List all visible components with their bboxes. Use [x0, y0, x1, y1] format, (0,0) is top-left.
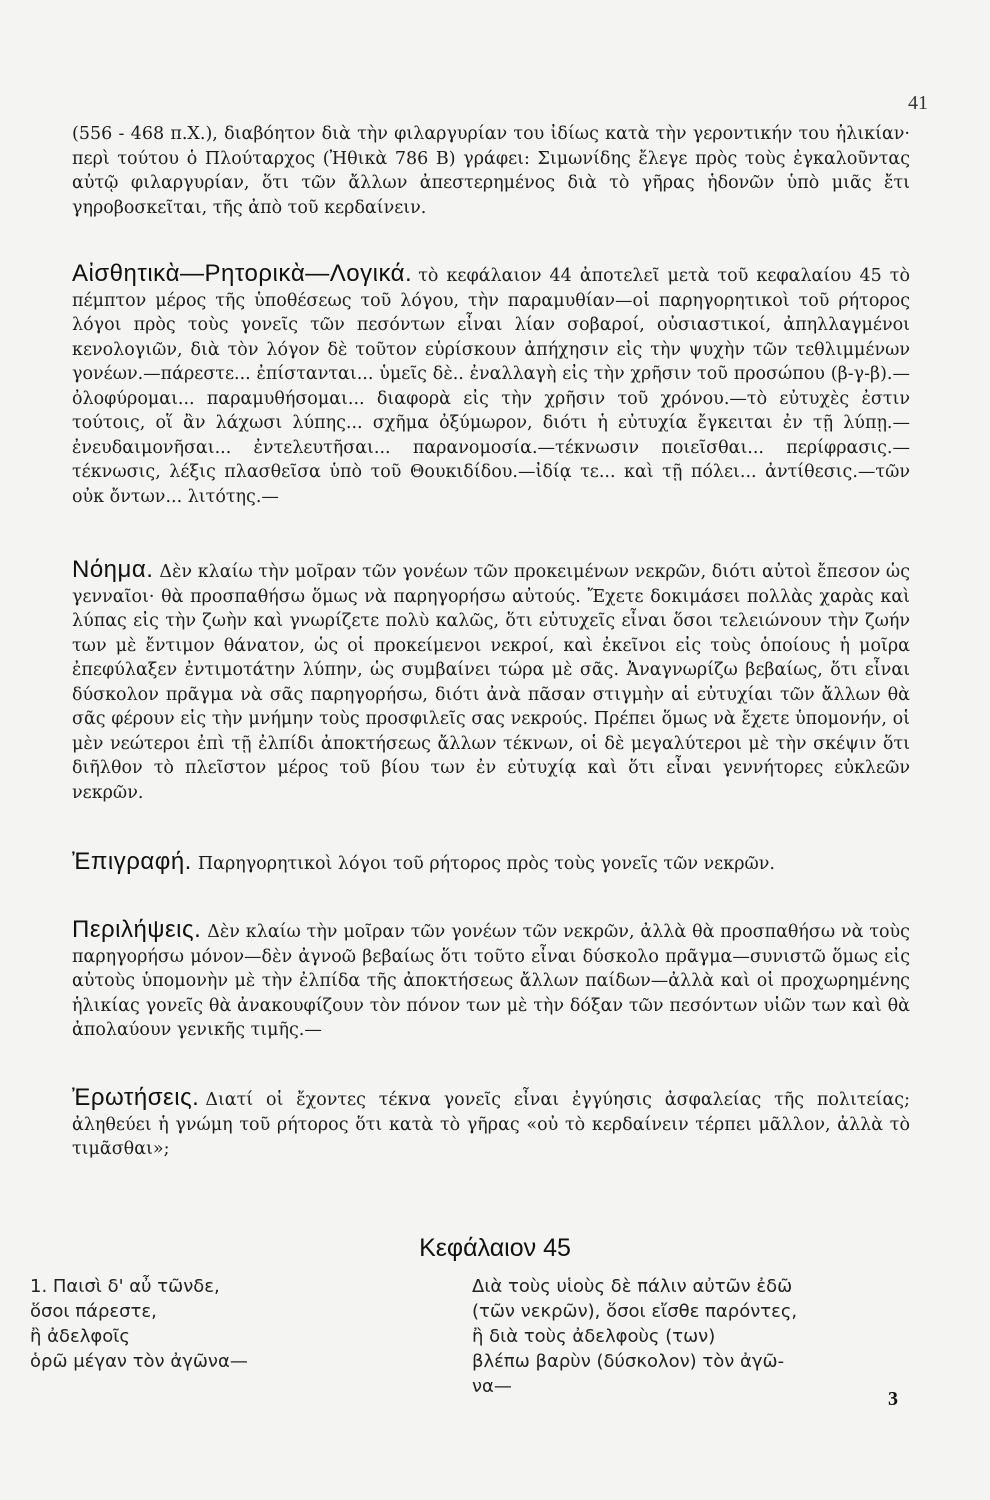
intro-text: (556 - 468 π.Χ.), διαβόητον διὰ τὴν φιλαργυρίαν του ἰδίως κατὰ τὴν γεροντικήν του ἡλικίαν· περὶ τούτου ὁ Πλούταρχος (Ἠθικὰ 786 Β) γράφει: Σιμωνίδης ἔλεγε πρὸς τοὺς ἐγκαλοῦντας αὐτῷ φιλαργυρίαν, ὅτι τῶν ἄλλων ἀπεστερημένος διὰ τὸ γῆρας ἡδονῶν ὑπὸ μιᾶς ἔτι γηροβοσκεῖται, τῆς ἀπὸ τοῦ κερδαίνειν. — [72, 124, 910, 218]
section-text: τὸ κεφάλαιον 44 ἀποτελεῖ μετὰ τοῦ κεφαλαίου 45 τὸ πέμπτον μέρος τῆς ὑποθέσεως τοῦ λόγου, τὴν παραμυθίαν—οἱ παρηγορητικοὶ τοῦ ρήτορος λόγοι πρὸς τοὺς γονεῖς τῶν πεσόντων εἶναι λίαν σοβαροί, οὐσιαστικοί, ἀπηλλαγμένοι κενολογιῶν, διὰ τὸν λόγον δὲ τοῦτον εὑρίσκουν ἀπήχησιν εἰς τὴν ψυχὴν τῶν τεθλιμμένων γονέων.—πάρεστε... ἐπίστανται... ὑμεῖς δὲ.. ἐναλλαγὴ εἰς τὴν χρῆσιν τοῦ προσώπου (β-γ-β).—ὀλοφύρομαι... παραμυθήσομαι... διαφορὰ εἰς τὴν χρῆσιν τοῦ χρόνου.—τὸ εὐτυχὲς ἐστιν τούτοις, οἵ ἂν λάχωσι λύπης... σχῆμα ὀξύμωρον, διότι ἡ εὐτυχία ἔγκειται ἐν τῇ λύπῃ.—ἐνευδαιμονῆσαι... ἐντελευτῆσαι... παρανομοσία.—τέκνωσιν ποιεῖσθαι... περίφρασις.—τέκνωσις, λέξις πλασθεῖσα ὑπὸ τοῦ Θουκιδίδου.—ἰδίᾳ τε... καὶ τῇ πόλει... ἀντίθεσις.—τῶν οὐκ ὄντων... λιτότης.— — [72, 266, 910, 507]
section-noima — [72, 558, 910, 805]
section-text: Παρηγορητικοὶ λόγοι τοῦ ρήτορος πρὸς τοὺς γονεῖς τῶν νεκρῶν. — [197, 854, 775, 874]
section-erotiseis — [72, 1086, 910, 1162]
section-heading: Νόημα. — [72, 556, 154, 583]
section-heading: Ἐρωτήσεις. — [72, 1084, 200, 1111]
section-text: Δὲν κλαίω τὴν μοῖραν τῶν γονέων τῶν προκειμένων νεκρῶν, διότι αὐτοὶ ἔπεσον ὡς γενναῖοι· θὰ προσπαθήσω ὅμως νὰ παρηγορήσω αὐτούς. Ἔχετε δοκιμάσει πολλὰς χαρὰς καὶ λύπας εἰς τὴν ζωὴν καὶ γνωρίζετε πολὺ καλῶς, ὅτι εὐτυχεῖς εἶναι ὅσοι τελειώνουν τὴν ζωήν των μὲ ἔντιμον θάνατον, ὡς οἱ προκείμενοι νεκροί, καὶ ἐκεῖνοι εἰς τοὺς ὁποίους ἡ μοῖρα ἐπεφύλαξεν ἐντιμοτάτην λύπην, ὡς συμβαίνει τώρα μὲ σᾶς. Ἀναγνωρίζω βεβαίως, ὅτι εἶναι δύσκολον πρᾶγμα νὰ σᾶς παρηγορήσω, διότι ἀνὰ πᾶσαν στιγμὴν αἱ εὐτυχίαι τῶν ἄλλων θὰ σᾶς φέρουν εἰς τὴν μνήμην τοὺς προσφιλεῖς σας νεκρούς. Πρέπει ὅμως νὰ ἔχετε ὑπομονήν, οἱ μὲν νεώτεροι ἐπὶ τῇ ἐλπίδι ἀποκτήσεως ἄλλων τέκνων, οἱ δὲ μεγαλύτεροι μὲ τὴν σκέψιν ὅτι διῆλθον τὸ πλεῖστον μέρος τοῦ βίου των ἐν εὐτυχίᾳ καὶ ὅτι εἶναι γεννήτορες εὐκλεῶν νεκρῶν. — [72, 562, 910, 803]
original-line: ὁρῶ μέγαν τὸν ἀγῶνα— — [30, 1351, 248, 1372]
section-epigrafi — [72, 850, 910, 877]
intro-paragraph — [72, 122, 910, 220]
translation-line: να— — [472, 1376, 512, 1397]
original-line: 1. Παισὶ δ' αὖ τῶνδε, — [30, 1276, 220, 1297]
signature-mark: 3 — [888, 1388, 898, 1410]
translation-line: βλέπω βαρὺν (δύσκολον) τὸν ἀγῶ- — [472, 1351, 785, 1372]
chapter-title: Κεφάλαιον 45 — [419, 1234, 571, 1262]
translation-column — [472, 1274, 912, 1399]
section-text: Δὲν κλαίω τὴν μοῖραν τῶν γονέων τῶν νεκρῶν, ἀλλὰ θὰ προσπαθήσω νὰ τοὺς παρηγορήσω μόνον—δὲν ἀγνοῶ βεβαίως ὅτι τοῦτο εἶναι δύσκολο πρᾶγμα—συνιστῶ ὅμως εἰς αὐτοὺς ὑπομονὴν μὲ τὴν ἐλπίδα τῆς ἀποκτήσεως ἄλλων παίδων—ἀλλὰ καὶ οἱ προχωρημένης ἡλικίας γονεῖς θὰ ἀνακουφίζουν τὸν πόνον των μὲ τὴν δόξαν τῶν πεσόντων υἱῶν των καὶ θὰ ἀπολαύουν γενικῆς τιμῆς.— — [72, 922, 910, 1040]
translation-line: ἢ διὰ τοὺς ἀδελφοὺς (των) — [472, 1326, 716, 1347]
translation-line: Διὰ τοὺς υἱοὺς δὲ πάλιν αὐτῶν ἐδῶ — [472, 1276, 793, 1297]
original-line: ἢ ἀδελφοῖς — [30, 1326, 130, 1347]
section-text: Διατί οἱ ἔχοντες τέκνα γονεῖς εἶναι ἐγγύησις ἀσφαλείας τῆς πολιτείας; ἀληθεύει ἡ γνώμη τοῦ ρήτορος ὅτι κατὰ τὸ γῆρας «οὐ τὸ κερδαίνειν τέρπει μᾶλλον, ἀλλὰ τὸ τιμᾶσθαι»; — [72, 1090, 910, 1159]
page-number: 41 — [908, 92, 928, 114]
section-heading: Αἰσθητικὰ—Ρητορικὰ—Λογικά. — [72, 260, 413, 287]
original-text-column — [30, 1274, 430, 1374]
original-line: ὅσοι πάρεστε, — [30, 1301, 157, 1322]
section-perilipseis — [72, 918, 910, 1043]
section-heading: Ἐπιγραφή. — [72, 848, 192, 875]
section-heading: Περιλήψεις. — [72, 916, 202, 943]
section-aisthitika — [72, 262, 910, 509]
translation-line: (τῶν νεκρῶν), ὅσοι εἴσθε παρόντες, — [472, 1301, 798, 1322]
